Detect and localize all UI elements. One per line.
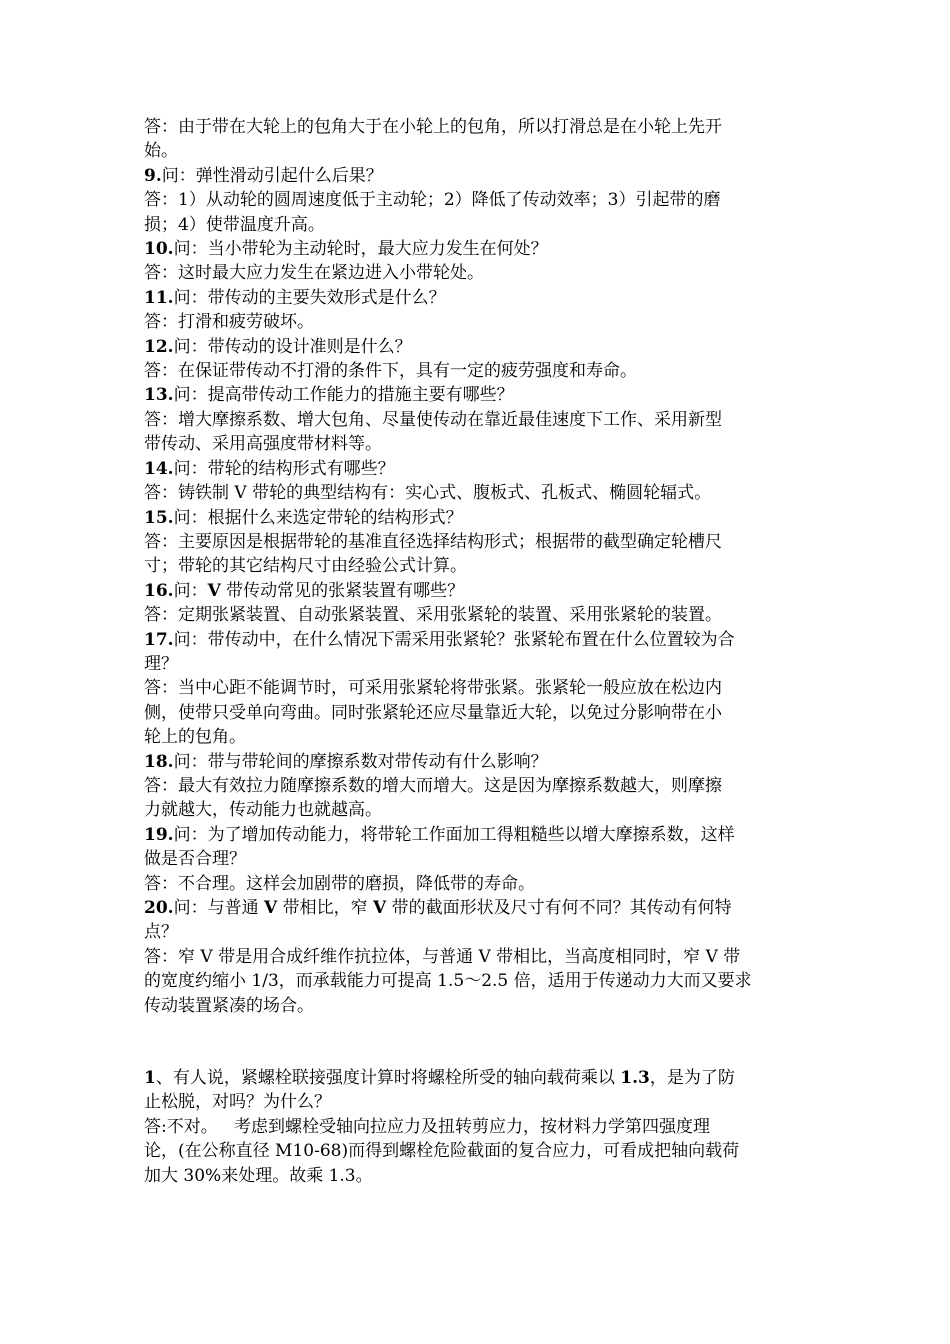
bolt-answer-1-line-3: 加大 30%来处理。故乘 1.3。	[144, 1165, 373, 1186]
question-12-number: 12.	[144, 336, 174, 357]
question-13-number: 13.	[144, 385, 174, 406]
answer-14-line-1: 答：铸铁制 V 带轮的典型结构有：实心式、腹板式、孔板式、椭圆轮辐式。	[144, 483, 712, 504]
question-17-number: 17.	[144, 629, 174, 650]
question-18-number: 18.	[144, 751, 174, 772]
bolt-answer-1-line-1: 答:不对。 考虑到螺栓受轴向拉应力及扭转剪应力，按材料力学第四强度理	[144, 1116, 710, 1137]
question-17-text-line-1: 问：带传动中，在什么情况下需采用张紧轮？张紧轮布置在什么位置较为合	[173, 629, 735, 650]
question-15	[144, 506, 809, 530]
question-20-bold-v-2: V	[373, 898, 387, 918]
bolt-answer-1-line-2: 论，(在公称直径 M10-68)而得到螺栓危险截面的复合应力，可看成把轴向载荷	[144, 1141, 740, 1162]
answer-20-line-1: 答：窄 V 带是用合成纤维作抗拉体，与普通 V 带相比，当高度相同时，窄 V 带	[144, 946, 741, 967]
answer-18-line-1: 答：最大有效拉力随摩擦系数的增大而增大。这是因为摩擦系数越大，则摩擦	[144, 775, 722, 796]
section-spacer	[144, 1018, 809, 1066]
question-16-text: 带传动常见的张紧装置有哪些？	[220, 580, 465, 601]
question-9-number: 9.	[144, 165, 162, 186]
bolt-question-1-bold-value: 1.3	[620, 1068, 650, 1089]
bolt-question-1-part-1: 、有人说，紧螺栓联接强度计算时将螺栓所受的轴向载荷乘以	[155, 1068, 621, 1089]
answer-17-line-3: 轮上的包角。	[144, 727, 246, 748]
question-16-prefix: 问：	[173, 580, 208, 601]
answer-10-line-1: 答：这时最大应力发生在紧边进入小带轮处。	[144, 263, 484, 284]
question-14-text: 问：带轮的结构形式有哪些？	[173, 458, 395, 479]
answer-18-line-2: 力就越大，传动能力也就越高。	[144, 800, 382, 821]
answer-13-line-2: 带传动、采用高强度带材料等。	[144, 434, 382, 455]
bolt-question-1	[144, 1066, 809, 1090]
question-20-part-1: 问：与普通	[173, 898, 264, 918]
answer-9-line-1: 答：1）从动轮的圆周速度低于主动轮；2）降低了传动效率；3）引起带的磨	[144, 190, 721, 211]
question-12	[144, 335, 809, 359]
question-15-number: 15.	[144, 507, 174, 528]
answer-17-line-2: 侧，使带只受单向弯曲。同时张紧轮还应尽量靠近大轮，以免过分影响带在小	[144, 702, 722, 723]
question-19-text-line-1: 问：为了增加传动能力，将带轮工作面加工得粗糙些以增大摩擦系数，这样	[173, 824, 735, 845]
answer-20-line-3: 传动装置紧凑的场合。	[144, 995, 314, 1016]
answer-12-line-1: 答：在保证带传动不打滑的条件下，具有一定的疲劳强度和寿命。	[144, 361, 637, 382]
question-13	[144, 383, 809, 407]
bolt-question-1-line-2: 止松脱，对吗？为什么？	[144, 1092, 331, 1113]
question-16-number: 16.	[144, 580, 174, 601]
question-10	[144, 237, 809, 261]
bolt-question-1-number: 1	[144, 1068, 156, 1089]
answer-17-line-1: 答：当中心距不能调节时，可采用张紧轮将带张紧。张紧轮一般应放在松边内	[144, 678, 722, 699]
question-20-bold-v-1: V	[263, 898, 278, 918]
question-16	[144, 579, 809, 603]
question-16-bold-v: V	[207, 580, 221, 601]
question-19-number: 19.	[144, 824, 174, 845]
question-10-number: 10.	[144, 239, 174, 260]
answer-13-line-1: 答：增大摩擦系数、增大包角、尽量使传动在靠近最佳速度下工作、采用新型	[144, 409, 722, 430]
bolt-question-1-part-2: ，是为了防	[649, 1068, 735, 1089]
answer-20-line-2: 的宽度约缩小 1/3，而承载能力可提高 1.5～2.5 倍，适用于传递动力大而又要求	[144, 971, 752, 992]
question-20	[144, 896, 809, 920]
answer-8-line-2: 始。	[144, 141, 178, 162]
question-17	[144, 628, 809, 652]
answer-8-line-1: 答：由于带在大轮上的包角大于在小轮上的包角，所以打滑总是在小轮上先开	[144, 117, 722, 137]
question-10-text: 问：当小带轮为主动轮时，最大应力发生在何处？	[173, 239, 548, 260]
document-page	[144, 115, 809, 1188]
question-17-line-2: 理？	[144, 653, 178, 674]
question-15-text: 问：根据什么来选定带轮的结构形式？	[173, 507, 463, 528]
question-18-text: 问：带与带轮间的摩擦系数对带传动有什么影响？	[173, 751, 548, 772]
answer-11-line-1: 答：打滑和疲劳破坏。	[144, 312, 314, 333]
question-9	[144, 164, 809, 188]
question-11-number: 11.	[144, 287, 174, 308]
answer-9-line-2: 损；4）使带温度升高。	[144, 214, 325, 235]
question-12-text: 问：带传动的设计准则是什么？	[173, 336, 412, 357]
question-20-part-3: 带的截面形状及尺寸有何不同？其传动有何特	[386, 898, 732, 918]
question-14	[144, 457, 809, 481]
answer-15-line-2: 寸；带轮的其它结构尺寸由经验公式计算。	[144, 556, 467, 577]
question-13-text: 问：提高带传动工作能力的措施主要有哪些？	[173, 385, 514, 406]
question-9-text: 问：弹性滑动引起什么后果？	[161, 165, 383, 186]
question-11-text: 问：带传动的主要失效形式是什么？	[173, 287, 446, 308]
question-20-part-2: 带相比，窄	[277, 898, 373, 918]
answer-15-line-1: 答：主要原因是根据带轮的基准直径选择结构形式；根据带的截型确定轮槽尺	[144, 531, 722, 552]
question-14-number: 14.	[144, 458, 174, 479]
question-19-line-2: 做是否合理？	[144, 849, 246, 870]
question-20-line-2: 点？	[144, 922, 178, 943]
question-18	[144, 750, 809, 774]
question-19	[144, 823, 809, 847]
answer-19-line-1: 答：不合理。这样会加剧带的磨损，降低带的寿命。	[144, 873, 535, 894]
answer-16-line-1: 答：定期张紧装置、自动张紧装置、采用张紧轮的装置、采用张紧轮的装置。	[144, 605, 722, 626]
question-20-number: 20.	[144, 898, 174, 918]
question-11	[144, 286, 809, 310]
